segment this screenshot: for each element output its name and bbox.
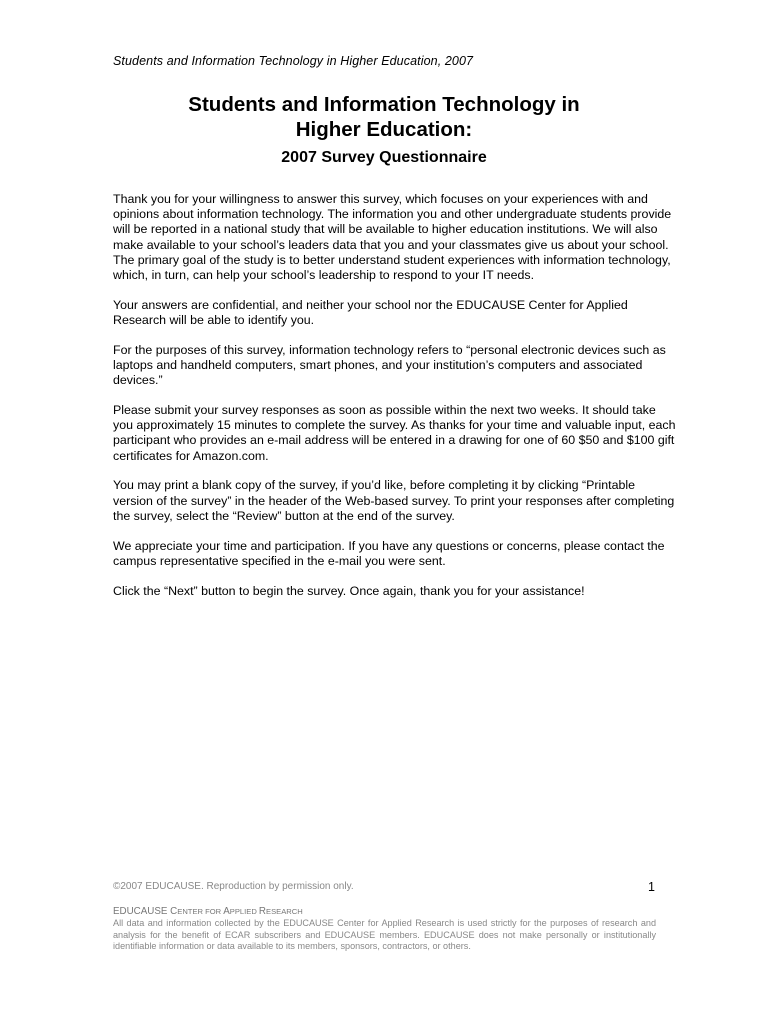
title-line-2: Higher Education: [295,118,473,141]
paragraph-next: Click the “Next” button to begin the survey. Once again, thank you for your assistance! [113,583,585,598]
paragraph-intro: Thank you for your willingness to answer this survey, which focuses on your experiences with and opinions about information technology. The information you and other undergraduate students provide will be reported in a national study that will be available to higher education institutions. We will also make available to your school’s leaders data that you and your classmates give us about your school. The primary goal of the study is to better understand student experiences with information technology, which, in turn, can help your school’s leadership to respond to your IT needs. [113,192,672,283]
footer-notice: All data and information collected by the EDUCAUSE Center for Applied Research is used strictly for the purposes of research and analysis for the benefit of ECAR subscribers and EDUCAUSE members. EDUCAUSE does not make personally or institutionally identifiable information or data available to its members, sponsors, contractors, or others. [113,918,656,951]
org-part: R [258,906,266,917]
document-subtitle: 2007 Survey Questionnaire [281,149,487,166]
footer-organization [113,906,303,917]
title-line-1: Students and Information Technology in [188,93,580,116]
org-part: PPLIED [229,907,259,916]
document-title [60,92,708,142]
paragraph-definition: For the purposes of this survey, information technology refers to “personal electronic devices such as laptops and handheld computers, smart phones, and your institution’s computers and associated devices.” [113,342,666,388]
org-part: EDUCAUSE C [113,906,178,917]
org-part: ESEARCH [266,907,303,916]
org-part: ENTER FOR [177,907,224,916]
page-number: 1 [648,880,655,894]
footer-copyright: ©2007 EDUCAUSE. Reproduction by permission only. [113,881,354,892]
paragraph-printing: You may print a blank copy of the survey, if you’d like, before completing it by clicking “Printable version of the survey” in the header of the Web-based survey. To print your responses after completing the survey, select the “Review” button at the end of the survey. [113,478,675,523]
org-part: A [223,906,230,917]
paragraph-confidentiality: Your answers are confidential, and neither your school nor the EDUCAUSE Center for Applied Research will be able to identify you. [113,297,628,328]
running-header: Students and Information Technology in Higher Education, 2007 [113,54,474,68]
paragraph-contact: We appreciate your time and participation. If you have any questions or concerns, please contact the campus representative specified in the e-mail you were sent. [113,538,665,568]
paragraph-deadline: Please submit your survey responses as soon as possible within the next two weeks. It should take you approximately 15 minutes to complete the survey. As thanks for your time and valuable input, each participant who provides an e-mail address will be entered in a drawing for one of 60 $50 and $100 gift certificates for Amazon.com. [113,403,676,463]
body-text [113,192,678,613]
